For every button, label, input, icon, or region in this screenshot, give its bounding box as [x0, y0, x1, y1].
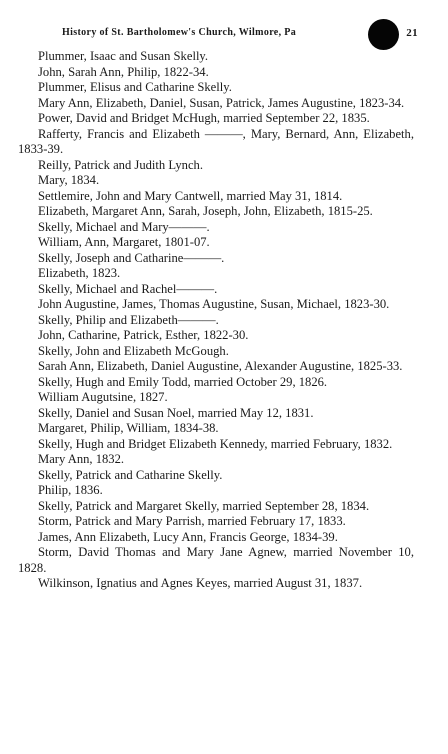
entry: Skelly, Patrick and Catharine Skelly.: [38, 467, 223, 482]
entry: Skelly, Michael and Mary———.: [38, 219, 210, 234]
ink-blot: [368, 19, 399, 50]
entry: Margaret, Philip, William, 1834-38.: [38, 421, 219, 435]
entry: Reilly, Patrick and Judith Lynch.: [38, 157, 203, 172]
entry: Plummer, Isaac and Susan Skelly.: [38, 49, 209, 63]
entry: John, Sarah Ann, Philip, 1822-34.: [38, 64, 209, 79]
entry: Skelly, Hugh and Emily Todd, married October 29, 1826.: [38, 374, 328, 389]
entry: Mary Ann, Elizabeth, Daniel, Susan, Patrick, James Augustine, 1823-34.: [38, 95, 405, 110]
entry: John Augustine, James, Thomas Augustine, Susan, Michael, 1823-30.: [38, 297, 390, 311]
header-title: History of St. Bartholomew's Church, Wilmore, Pa: [62, 27, 297, 38]
entry: Storm, Patrick and Mary Parrish, married February 17, 1833.: [38, 514, 346, 528]
entry: William, Ann, Margaret, 1801-07.: [38, 235, 210, 249]
entry: Skelly, Daniel and Susan Noel, married May 12, 1831.: [38, 405, 314, 420]
entry: Mary, 1834.: [38, 173, 100, 187]
entry: Skelly, Joseph and Catharine———.: [38, 250, 225, 265]
page-number: 21: [406, 27, 418, 39]
entry: Wilkinson, Ignatius and Agnes Keyes, married August 31, 1837.: [38, 576, 363, 590]
entry: Power, David and Bridget McHugh, married September 22, 1835.: [38, 111, 370, 125]
entry: Mary Ann, 1832.: [38, 452, 125, 466]
entry: Philip, 1836.: [38, 483, 103, 497]
entry: Skelly, Philip and Elizabeth———.: [38, 312, 219, 327]
entry: Skelly, Patrick and Margaret Skelly, married September 28, 1834.: [38, 498, 370, 513]
entry: Sarah Ann, Elizabeth, Daniel Augustine, Alexander Augustine, 1825-33.: [38, 359, 403, 373]
entry: Skelly, Hugh and Bridget Elizabeth Kennedy, married February, 1832.: [38, 436, 393, 451]
entry: John, Catharine, Patrick, Esther, 1822-30.: [38, 328, 249, 342]
entry: Rafferty, Francis and Elizabeth ———, Mary, Bernard, Ann, Elizabeth, 1833-39.: [18, 126, 414, 156]
entry: Elizabeth, 1823.: [38, 266, 121, 280]
entry: William Augutsine, 1827.: [38, 390, 168, 404]
entry: Skelly, Michael and Rachel———.: [38, 281, 218, 296]
entry: Plummer, Elisus and Catharine Skelly.: [38, 80, 232, 94]
register-entries: [18, 49, 414, 592]
entry: Skelly, John and Elizabeth McGough.: [38, 343, 229, 358]
entry: Settlemire, John and Mary Cantwell, married May 31, 1814.: [38, 188, 343, 203]
entry: James, Ann Elizabeth, Lucy Ann, Francis George, 1834-39.: [38, 529, 338, 544]
entry: Elizabeth, Margaret Ann, Sarah, Joseph, John, Elizabeth, 1815-25.: [38, 204, 373, 218]
entry: Storm, David Thomas and Mary Jane Agnew, married November 10, 1828.: [18, 545, 414, 575]
